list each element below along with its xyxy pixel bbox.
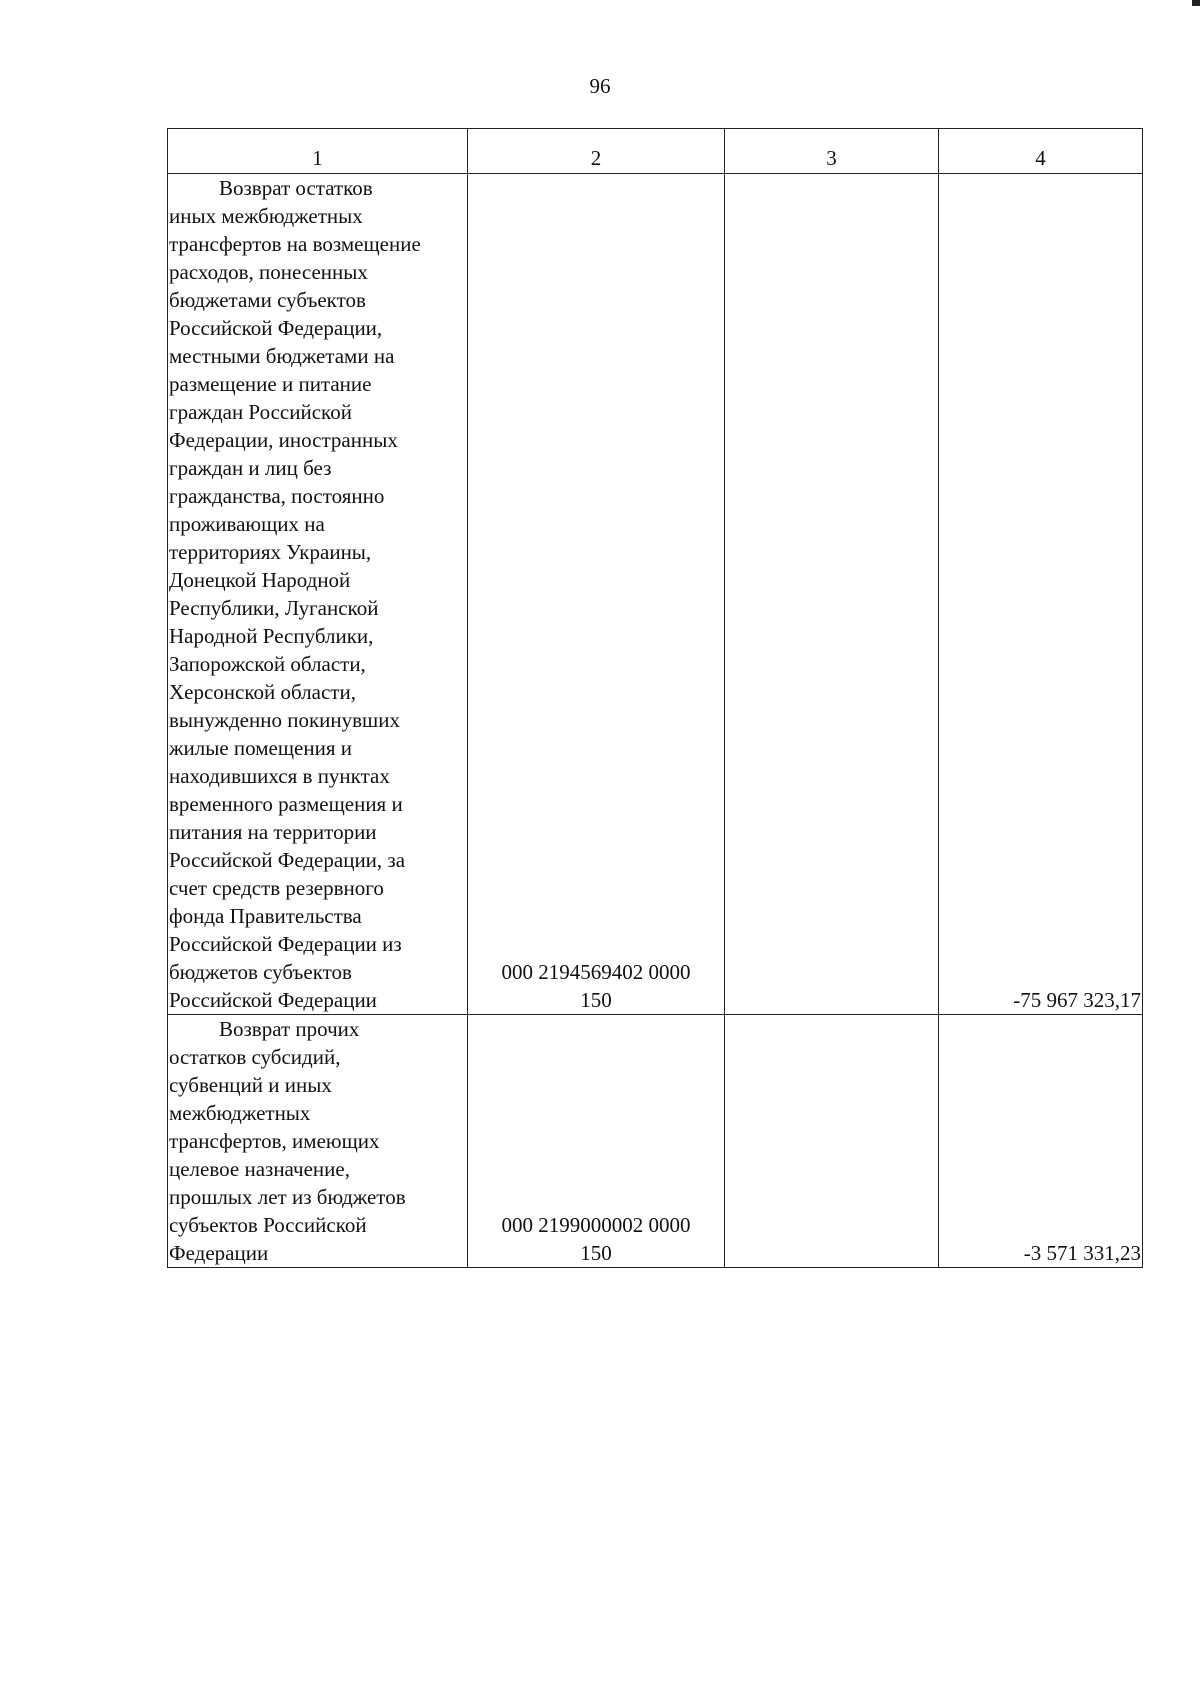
code-line: 000 2199000002 0000 (501, 1213, 691, 1237)
description-line: счет средств резервного (169, 876, 384, 900)
description-line: межбюджетных (169, 1101, 311, 1125)
description-line: Федерации, иностранных (169, 428, 398, 452)
description-line: трансфертов на возмещение (169, 232, 421, 256)
description-line: Донецкой Народной (169, 568, 351, 592)
row-budget-code (468, 174, 725, 1015)
budget-table (167, 128, 1143, 1268)
description-line: граждан Российской (169, 400, 352, 424)
description-line: прошлых лет из бюджетов (169, 1185, 406, 1209)
description-line: бюджетов субъектов (169, 960, 352, 984)
description-line: территориях Украины, (169, 540, 372, 564)
header-col-3: 3 (725, 129, 939, 174)
description-line: проживающих на (169, 512, 325, 536)
description-line: временного размещения и (169, 792, 403, 816)
description-line: находившихся в пунктах (169, 764, 390, 788)
header-col-1: 1 (168, 129, 468, 174)
description-line: Запорожской области, (169, 652, 366, 676)
description-line: бюджетами субъектов (169, 288, 366, 312)
description-line: расходов, понесенных (169, 260, 368, 284)
description-line: Херсонской области, (169, 680, 356, 704)
row-budget-code (468, 1015, 725, 1268)
page-number: 96 (589, 74, 611, 98)
description-line: субъектов Российской (169, 1213, 367, 1237)
code-line: 150 (580, 1241, 612, 1265)
description-line: остатков субсидий, (169, 1045, 341, 1069)
code-line: 150 (580, 988, 612, 1012)
row-description (168, 1015, 468, 1268)
description-line: иных межбюджетных (169, 204, 363, 228)
description-line: Российской Федерации (169, 988, 377, 1012)
header-row (168, 129, 1143, 174)
description-line: фонда Правительства (169, 904, 362, 928)
description-line: местными бюджетами на (169, 344, 395, 368)
description-line: субвенций и иных (169, 1073, 332, 1097)
description-line: Народной Республики, (169, 624, 374, 648)
code-line: 000 2194569402 0000 (501, 960, 691, 984)
description-line: гражданства, постоянно (169, 484, 385, 508)
description-line: Российской Федерации, за (169, 848, 406, 872)
description-line: Российской Федерации, (169, 316, 383, 340)
description-line: жилые помещения и (169, 736, 352, 760)
row-amount: -3 571 331,23 (939, 1015, 1143, 1268)
row-col-3 (725, 1015, 939, 1268)
description-line: целевое назначение, (169, 1157, 350, 1181)
header-col-2: 2 (468, 129, 725, 174)
description-line: Федерации (169, 1241, 269, 1265)
description-line: вынужденно покинувших (169, 708, 400, 732)
description-line: размещение и питание (169, 372, 372, 396)
row-amount: -75 967 323,17 (939, 174, 1143, 1015)
description-line: граждан и лиц без (169, 456, 332, 480)
table-row (168, 1015, 1143, 1268)
description-line: трансфертов, имеющих (169, 1129, 380, 1153)
table-row (168, 174, 1143, 1015)
description-line: Возврат прочих (219, 1017, 360, 1041)
scan-corner-mark (1192, 0, 1200, 6)
description-line: Российской Федерации из (169, 932, 402, 956)
header-col-4: 4 (939, 129, 1143, 174)
description-line: Республики, Луганской (169, 596, 379, 620)
row-description (168, 174, 468, 1015)
description-line: питания на территории (169, 820, 377, 844)
description-line: Возврат остатков (219, 176, 373, 200)
row-col-3 (725, 174, 939, 1015)
